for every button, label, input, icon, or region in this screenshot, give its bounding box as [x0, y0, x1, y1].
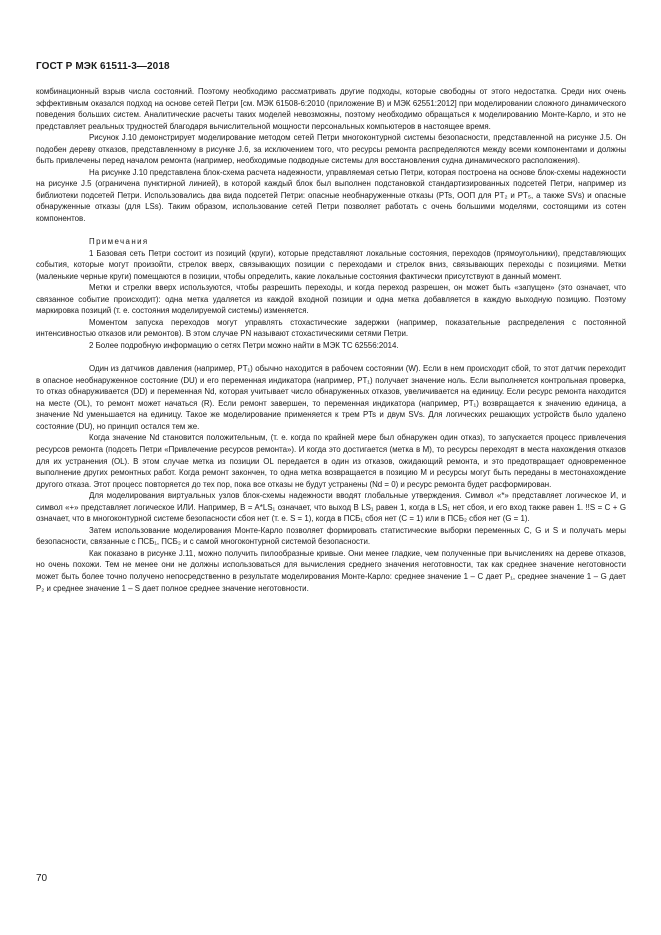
paragraph: 1 Базовая сеть Петри состоит из позиций (круги), которые представляют локальные состояния, переходов (прямоугольники), представляющих события, которые могут произойти, стрелок вверх, связывающих позиции с переходами и стрелок вниз, связывающих переходы с позициями. Метки (маленькие черные круги) помещаются в позиции, чтобы определить, какие локальные состояния фактически присутствуют в данный момент.: [36, 248, 626, 281]
paragraph-gap: [36, 225, 626, 237]
paragraph: Для моделирования виртуальных узлов блок-схемы надежности вводят глобальные утверждения. Символ «*» представляет логическое И, и символ «+» представляет логическое ИЛИ. Например, B = A*LS₁ означает, что выход B LS₁ равен 1, когда в LS₁ нет сбоя, и его вход также равен 1. !!S = C + G означает, что в многоконтурной системе безопасности сбоя нет (т. е. S = 1), когда в ПСБ₁ сбоя нет (C = 1) или в ПСБ₂ сбоя нет (G = 1).: [36, 491, 626, 524]
paragraph: На рисунке J.10 представлена блок-схема расчета надежности, управляемая сетью Петри, которая построена на основе блок-схемы надежности на рисунке J.5 (ограничена пунктирной линией), в которой каждый блок был выполнен подстановкой стандартизированных подсетей Петри, например из библиотеки подсетей Петри. Использовались два вида подсетей Петри: опасные необнаруженные отказы (PTs, ООП для PT₂ и PT₅, а также SVs) и опасные обнаруженные отказы (для LSs). Таким образом, использование сетей Петри позволяет работать с очень большими моделями, состоящими из сотен компонентов.: [36, 167, 626, 224]
paragraph: Как показано в рисунке J.11, можно получить пилообразные кривые. Они менее гладкие, чем полученные при вычислениях на дереве отказов, но очень похожи. Тем не менее они не должны использоваться для вычисления среднего значения неготовности, так как среднее значение неготовности может быть более точно получено непосредственно в результате моделирования Монте-Карло: среднее значение 1 – C дает P₁, среднее значение 1 – G дает P₂ и среднее значение 1 – S дает полное среднее значение неготовности.: [36, 548, 626, 593]
document-body: [36, 86, 626, 594]
paragraph-gap: [36, 352, 626, 364]
page-number: 70: [36, 873, 48, 884]
paragraph: Моментом запуска переходов могут управлять стохастические задержки (например, показательные распределения с постоянной интенсивностью отказов или ремонтов). В этом случае PN называют стохастическими сетями Петри.: [36, 317, 626, 339]
paragraph: Затем использование моделирования Монте-Карло позволяет формировать статистические выборки переменных C, G и S и получать меры безопасности, связанные с ПСБ₁, ПСБ₂ и с самой многоконтурной системой безопасности.: [36, 525, 626, 547]
paragraph: Метки и стрелки вверх используются, чтобы разрешить переходы, и когда переход разрешен, он может быть «запущен» (это означает, что связанное событие происходит): одна метка удаляется из каждой входной позиции и одна метка добавляется в каждую выходную позицию. Поэтому маркировка позиций (т. е. состояния моделируемой системы) изменяется.: [36, 283, 626, 316]
paragraph: Рисунок J.10 демонстрирует моделирование методом сетей Петри многоконтурной системы безопасности, представленной на рисунке J.5. Он подобен дереву отказов, представленному в рисунке J.6, за исключением того, что ресурсы ремонта распределяются между всеми компонентами и должны быть привлечены перед началом ремонта (например, необходимые подводные системы для восстановления судна динамического расположения).: [36, 133, 626, 166]
paragraph: Когда значение Nd становится положительным, (т. е. когда по крайней мере был обнаружен один отказ), то запускается процесс привлечения ресурсов ремонта (подсеть Петри «Привлечение ресурсов ремонта»). И когда это достигается (метка в M), то ресурсы переходят в места нахождения отказов для их устранения (OL). В этом случае метка из позиции OL передается в один из отказов, ожидающий ремонта, и это предотвращает одновременное выполнение других ремонтных работ. Когда ремонт закончен, то одна метка возвращается в позицию M и ресурсы могут быть переданы в местонахождение другого отказа. Этот процесс повторяется до тех пор, пока все отказы не будут устранены (Nd = 0) и ресурс ремонта будет расформирован.: [36, 433, 626, 489]
notes-title: Примечания: [89, 237, 149, 247]
paragraph: комбинационный взрыв числа состояний. Поэтому необходимо рассматривать другие подходы, которые свободны от этого недостатка. Среди них очень эффективным оказался подход на основе сетей Петри [см. МЭК 61508-6:2010 (приложение B) и МЭК 62551:2012] при моделировании сложного динамического поведения больших систем. Аналитические расчеты таких моделей невозможны, поэтому необходимо обращаться к моделированию Монте-Карло, и это не представляет реальных трудностей благодаря вычислительной мощности персональных компьютеров в настоящее время.: [36, 87, 626, 131]
paragraph: 2 Более подробную информацию о сетях Петри можно найти в МЭК ТС 62556:2014.: [89, 341, 399, 351]
page-header: ГОСТ Р МЭК 61511-3—2018: [36, 61, 170, 72]
paragraph: Один из датчиков давления (например, PT₁) обычно находится в рабочем состоянии (W). Если в нем происходит сбой, то этот датчик переходит в опасное необнаруженное состояние (DU) и его переменная индикатора (например, PT₁) получает значение ноль. Если выполняется контрольная проверка, то отказ обнаруживается (DD) и переменная Nd, которая учитывает число обнаруженных отказов, увеличивается на единицу. Если ресурс ремонта находится на месте (OL), то ремонт может начаться (R). Если ремонт завершен, то переменная индикатора (например, PT₁) возвращается к значению единица, а значение Nd уменьшается на единицу. Такое же моделирование применяется к трем PTs и двум SVs. Для логических решающих устройств было удалено состояние (DU), но принцип остался тем же.: [36, 364, 626, 431]
